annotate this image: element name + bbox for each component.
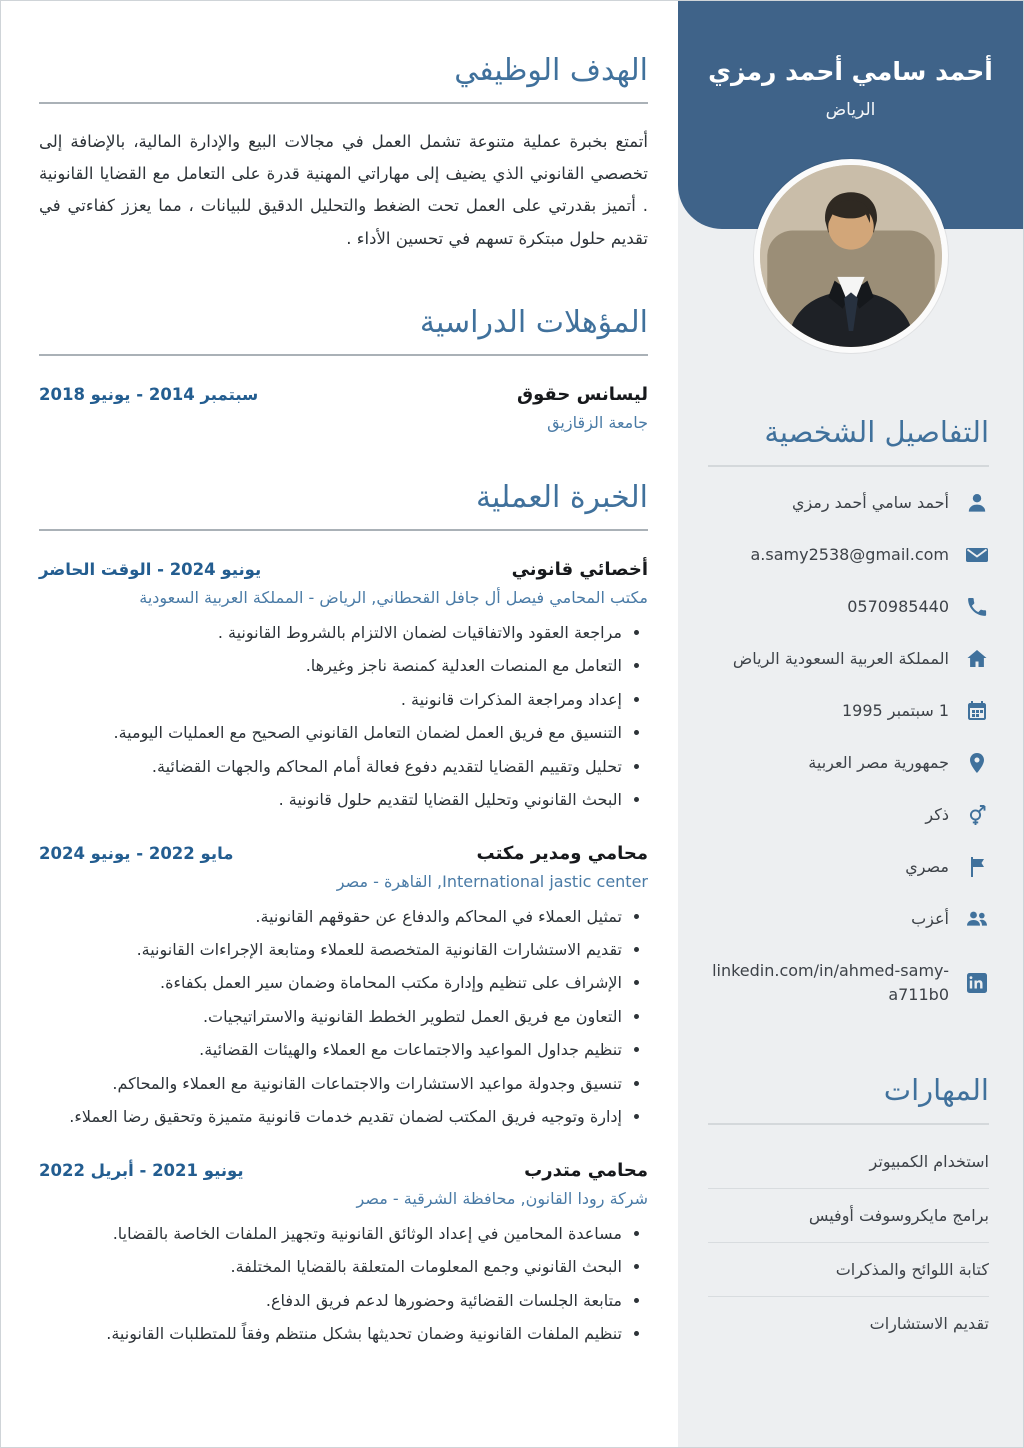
detail-item bbox=[708, 581, 989, 633]
flag-icon bbox=[965, 855, 989, 879]
skills-list bbox=[708, 1135, 989, 1350]
objective-text: أتمتع بخبرة عملية متنوعة تشمل العمل في مجالات البيع والإدارة المالية، بالإضافة إلى تخصصي القانوني الذي يضيف إلى مهاراتي المهنية قدرة على التعامل مع القضايا القانونية . أتميز بقدرتي على العمل تحت الضغط والتحليل الدقيق للبيانات ، مما يعزز كفاءتي في تقديم حلول مبتكرة تسهم في تحسين الأداء . bbox=[39, 132, 648, 248]
job-title: محامي متدرب bbox=[524, 1159, 648, 1181]
job-duties-list bbox=[39, 1220, 648, 1349]
company-name: International jastic center, القاهرة - مصر bbox=[336, 871, 648, 891]
experience-list bbox=[39, 559, 648, 1349]
user-icon bbox=[965, 491, 989, 515]
job-title: أخصائي قانوني bbox=[511, 558, 648, 580]
job-duty: • تمثيل العملاء في المحاكم والدفاع عن حقوقهم القانونية. bbox=[39, 903, 622, 931]
job-duty: • الإشراف على تنظيم وإدارة مكتب المحاماة وضمان سير العمل بكفاءة. bbox=[39, 969, 622, 997]
detail-item bbox=[708, 685, 989, 737]
email-icon bbox=[965, 543, 989, 567]
calendar-icon bbox=[965, 699, 989, 723]
job-date: يونيو 2021 - أبريل 2022 bbox=[39, 1160, 244, 1180]
education-date: سبتمبر 2014 - يونيو 2018 bbox=[39, 384, 259, 404]
experience-entry bbox=[39, 559, 648, 815]
detail-value: 1 سبتمبر 1995 bbox=[841, 701, 949, 720]
experience-entry-head bbox=[39, 843, 648, 864]
main-content bbox=[1, 1, 678, 1447]
company-name: شركة رودا القانون, محافظة الشرقية - مصر bbox=[356, 1188, 648, 1208]
job-duties-list bbox=[39, 903, 648, 1132]
skills-title: المهارات bbox=[708, 1073, 989, 1125]
job-duty: • التنسيق مع فريق العمل لضمان التعامل القانوني الصحيح مع العمليات اليومية. bbox=[39, 719, 622, 747]
job-duty: • تنسيق وجدولة مواعيد الاستشارات والاجتماعات القانونية مع العملاء والمحاكم. bbox=[39, 1070, 622, 1098]
detail-value: أحمد سامي أحمد رمزي bbox=[791, 493, 949, 512]
linkedin-icon bbox=[965, 971, 989, 995]
location-pin-icon bbox=[965, 751, 989, 775]
job-duty: • إعداد ومراجعة المذكرات قانونية . bbox=[39, 686, 622, 714]
sidebar bbox=[678, 1, 1023, 1447]
job-duties-list bbox=[39, 619, 648, 815]
experience-entry-head bbox=[39, 1160, 648, 1181]
gender-icon bbox=[965, 803, 989, 827]
skill-item: كتابة اللوائح والمذكرات bbox=[708, 1243, 989, 1297]
detail-value: linkedin.com/in/ahmed-samy-a711b0 bbox=[712, 961, 949, 1004]
detail-value: a.samy2538@gmail.com bbox=[750, 545, 949, 564]
education-title: المؤهلات الدراسية bbox=[39, 305, 648, 356]
candidate-location: الرياض bbox=[825, 100, 876, 120]
education-section bbox=[39, 305, 648, 432]
job-duty: • إدارة وتوجيه فريق المكتب لضمان تقديم خدمات قانونية متميزة وتحقيق رضا العملاء. bbox=[39, 1103, 622, 1131]
experience-title: الخبرة العملية bbox=[39, 480, 648, 531]
job-duty: • مراجعة العقود والاتفاقيات لضمان الالتزام بالشروط القانونية . bbox=[39, 619, 622, 647]
detail-item bbox=[708, 529, 989, 581]
experience-entry-head bbox=[39, 559, 648, 580]
personal-details-title: التفاصيل الشخصية bbox=[708, 415, 989, 467]
job-date: مايو 2022 - يونيو 2024 bbox=[39, 843, 234, 863]
detail-value: ذكر bbox=[925, 805, 949, 824]
education-entry bbox=[39, 384, 648, 432]
detail-value: أعزب bbox=[911, 909, 949, 928]
detail-item bbox=[708, 477, 989, 529]
candidate-name: أحمد سامي أحمد رمزي bbox=[708, 57, 993, 86]
experience-entry bbox=[39, 843, 648, 1132]
skill-item: برامج مايكروسوفت أوفيس bbox=[708, 1189, 989, 1243]
detail-value: مصري bbox=[905, 857, 949, 876]
detail-item bbox=[708, 633, 989, 685]
experience-entry bbox=[39, 1160, 648, 1349]
job-date: يونيو 2024 - الوقت الحاضر bbox=[39, 559, 262, 579]
detail-item bbox=[708, 893, 989, 945]
job-duty: • التعاون مع فريق العمل لتطوير الخطط القانونية والاستراتيجيات. bbox=[39, 1003, 622, 1031]
job-duty: • تقديم الاستشارات القانونية المتخصصة للعملاء ومتابعة الإجراءات القانونية. bbox=[39, 936, 622, 964]
job-duty: • البحث القانوني وتحليل القضايا لتقديم حلول قانونية . bbox=[39, 786, 622, 814]
phone-icon bbox=[965, 595, 989, 619]
detail-item bbox=[708, 841, 989, 893]
education-list bbox=[39, 384, 648, 432]
detail-value: 0570985440 bbox=[847, 597, 949, 616]
detail-item bbox=[708, 945, 989, 1021]
profile-photo bbox=[754, 159, 948, 353]
detail-item bbox=[708, 737, 989, 789]
job-duty: • تنظيم الملفات القانونية وضمان تحديثها بشكل منتظم وفقاً للمتطلبات القانونية. bbox=[39, 1320, 622, 1348]
experience-section bbox=[39, 480, 648, 1349]
job-duty: • البحث القانوني وجمع المعلومات المتعلقة بالقضايا المختلفة. bbox=[39, 1253, 622, 1281]
job-duty: • التعامل مع المنصات العدلية كمنصة ناجز وغيرها. bbox=[39, 652, 622, 680]
personal-details-list bbox=[708, 477, 989, 1021]
education-entry-head bbox=[39, 384, 648, 405]
job-title: محامي ومدير مكتب bbox=[476, 842, 648, 864]
job-duty: • متابعة الجلسات القضائية وحضورها لدعم فريق الدفاع. bbox=[39, 1287, 622, 1315]
skill-item: استخدام الكمبيوتر bbox=[708, 1135, 989, 1189]
objective-title: الهدف الوظيفي bbox=[39, 53, 648, 104]
detail-value: المملكة العربية السعودية الرياض bbox=[732, 649, 949, 668]
detail-value: جمهورية مصر العربية bbox=[808, 753, 949, 772]
degree-name: ليسانس حقوق bbox=[517, 383, 648, 405]
people-icon bbox=[965, 907, 989, 931]
objective-section bbox=[39, 53, 648, 255]
home-icon bbox=[965, 647, 989, 671]
school-name: جامعة الزقازيق bbox=[547, 412, 648, 432]
skill-item: تقديم الاستشارات bbox=[869, 1314, 989, 1333]
company-name: مكتب المحامي فيصل أل جافل القحطاني, الرياض - المملكة العربية السعودية bbox=[139, 587, 648, 607]
detail-item bbox=[708, 789, 989, 841]
job-duty: • مساعدة المحامين في إعداد الوثائق القانونية وتجهيز الملفات الخاصة بالقضايا. bbox=[39, 1220, 622, 1248]
job-duty: • تحليل وتقييم القضايا لتقديم دفوع فعالة أمام المحاكم والجهات القضائية. bbox=[39, 753, 622, 781]
job-duty: • تنظيم جداول المواعيد والاجتماعات مع العملاء والهيئات القضائية. bbox=[39, 1036, 622, 1064]
sidebar-body bbox=[678, 415, 1023, 1380]
